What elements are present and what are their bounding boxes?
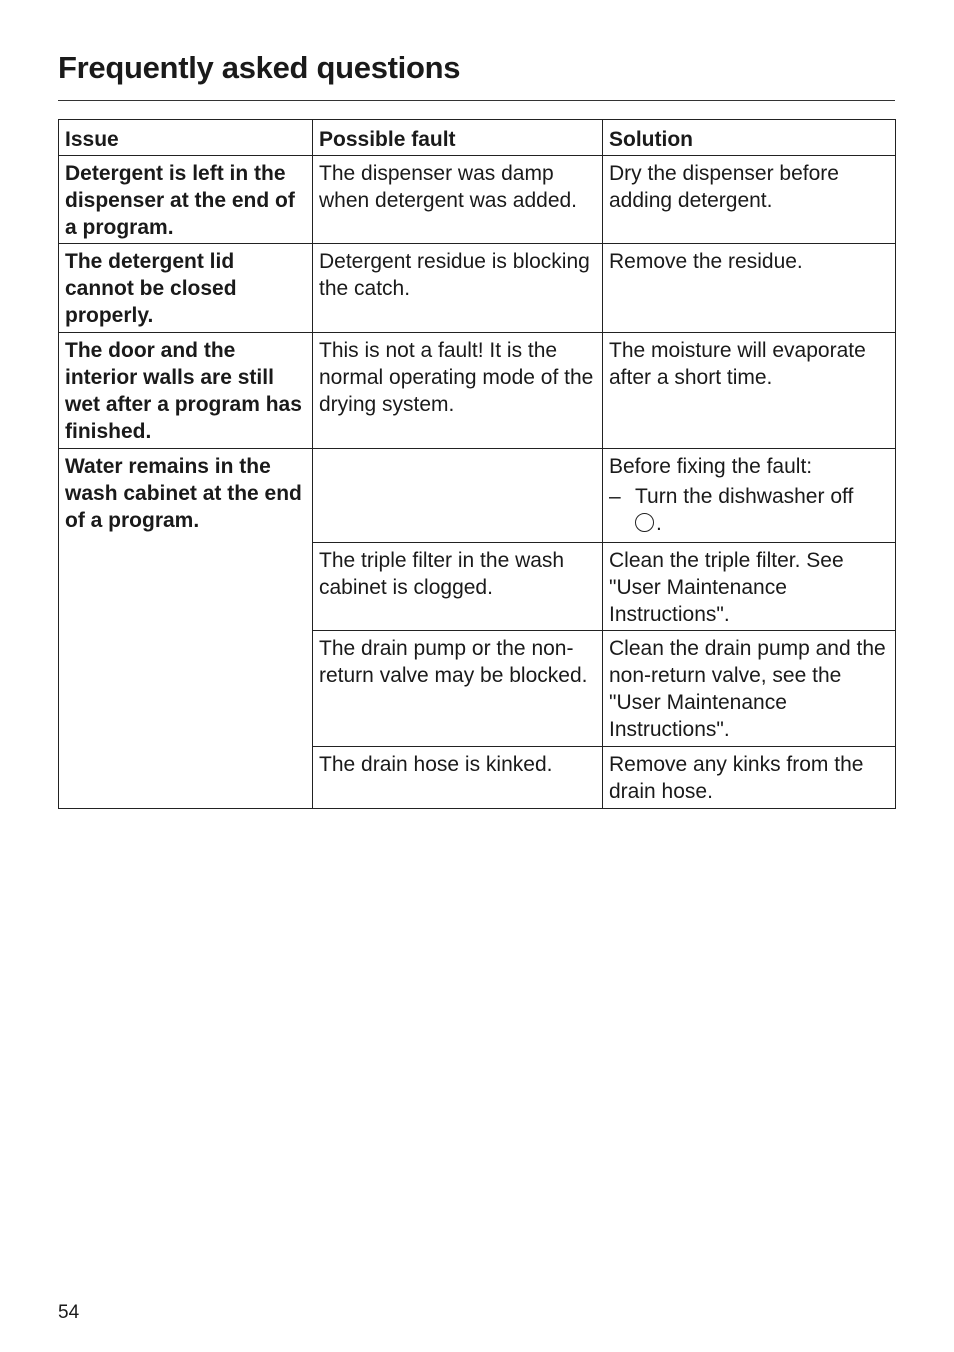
step-text-end: . — [656, 512, 662, 535]
solution-cell — [603, 449, 896, 543]
fault-cell: The drain hose is kinked. — [313, 747, 603, 809]
step-text: Turn the dishwasher off — [635, 485, 854, 508]
solution-cell: Clean the drain pump and the non-return valve, see the "User Maintenance Instructions". — [603, 631, 896, 747]
fault-cell: This is not a fault! It is the normal operating mode of the drying system. — [313, 333, 603, 449]
fault-cell: The drain pump or the non-return valve may be blocked. — [313, 631, 603, 747]
solution-cell: The moisture will evaporate after a short time. — [603, 333, 896, 449]
table-row — [59, 244, 896, 333]
step-dash: – — [609, 485, 621, 508]
solution-cell: Dry the dispenser before adding detergent. — [603, 156, 896, 244]
header-solution: Solution — [603, 120, 896, 156]
header-issue: Issue — [59, 120, 313, 156]
solution-cell: Remove the residue. — [603, 244, 896, 333]
step-text-wrap — [635, 483, 853, 537]
solution-step — [609, 483, 889, 537]
table-header-row — [59, 120, 896, 156]
fault-cell: The triple filter in the wash cabinet is clogged. — [313, 543, 603, 631]
issue-cell: Detergent is left in the dispenser at the end of a program. — [59, 156, 313, 244]
fault-cell — [313, 449, 603, 543]
faq-table — [58, 119, 896, 809]
solution-cell: Clean the triple filter. See "User Maintenance Instructions". — [603, 543, 896, 631]
issue-cell: The detergent lid cannot be closed properly. — [59, 244, 313, 333]
fault-cell: The dispenser was damp when detergent was added. — [313, 156, 603, 244]
header-possible-fault: Possible fault — [313, 120, 603, 156]
issue-cell: Water remains in the wash cabinet at the end of a program. — [59, 449, 313, 809]
solution-cell: Remove any kinks from the drain hose. — [603, 747, 896, 809]
issue-cell: The door and the interior walls are still wet after a program has finished. — [59, 333, 313, 449]
page-title: Frequently asked questions — [58, 50, 461, 85]
table-row — [59, 156, 896, 244]
title-divider — [58, 100, 895, 101]
table-row — [59, 449, 896, 543]
page-number: 54 — [58, 1302, 80, 1323]
power-off-circle-icon — [635, 513, 654, 532]
table-row — [59, 333, 896, 449]
fault-cell: Detergent residue is blocking the catch. — [313, 244, 603, 333]
solution-intro: Before fixing the fault: — [609, 455, 813, 478]
